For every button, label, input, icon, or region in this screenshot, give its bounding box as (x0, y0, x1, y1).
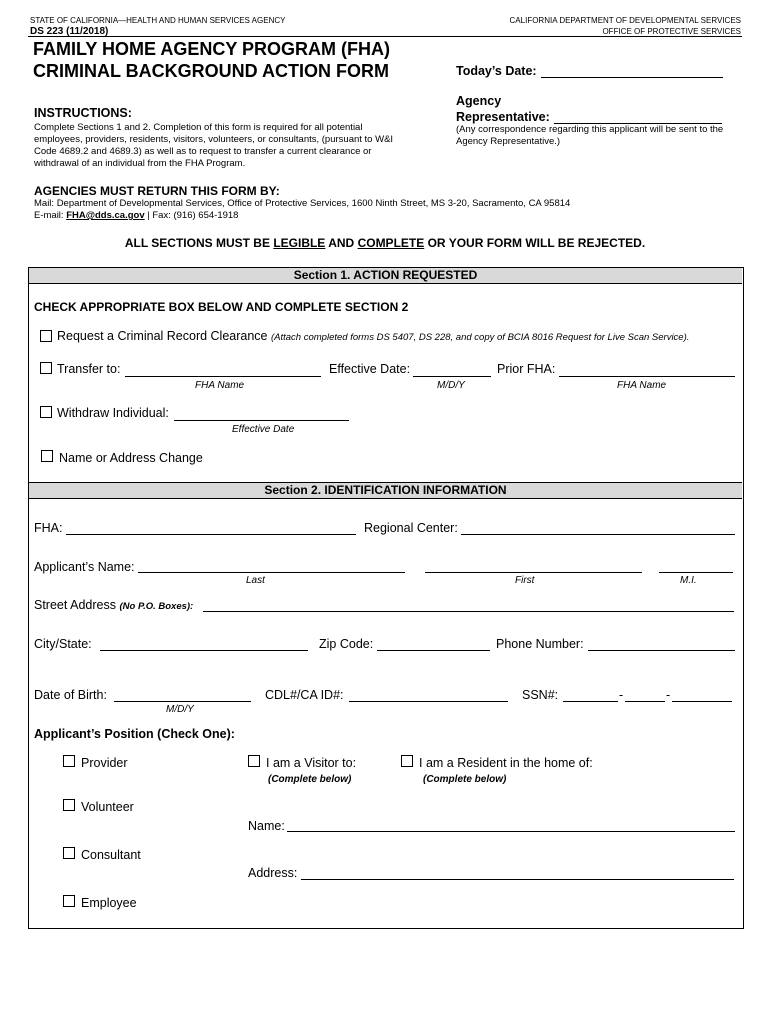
employee-label: Employee (81, 896, 137, 910)
provider-label: Provider (81, 756, 128, 770)
employee-checkbox[interactable] (63, 895, 75, 907)
first-caption: First (515, 575, 535, 586)
street-address-label: Street Address (34, 598, 116, 612)
regional-center-field[interactable] (461, 534, 735, 535)
request-clearance-label: Request a Criminal Record Clearance (57, 329, 268, 343)
transfer-checkbox[interactable] (40, 362, 52, 374)
effective-date-field[interactable] (413, 376, 491, 377)
city-state-label: City/State: (34, 637, 92, 651)
cdl-ca-id-field[interactable] (349, 701, 508, 702)
name-address-change-checkbox[interactable] (41, 450, 53, 462)
street-address-note: (No P.O. Boxes): (119, 601, 194, 612)
fha-field[interactable] (66, 534, 356, 535)
middle-initial-field[interactable] (659, 572, 733, 573)
return-heading: AGENCIES MUST RETURN THIS FORM BY: (34, 184, 280, 198)
phone-number-label: Phone Number: (496, 637, 584, 651)
ssn-separator-2: - (666, 688, 671, 702)
zip-code-field[interactable] (377, 650, 490, 651)
email-link[interactable]: FHA@dds.ca.gov (66, 210, 145, 221)
visitor-complete-below: (Complete below) (268, 774, 352, 785)
applicant-position-heading: Applicant’s Position (Check One): (34, 727, 235, 741)
form-title-line2: CRIMINAL BACKGROUND ACTION FORM (33, 61, 389, 81)
withdraw-checkbox[interactable] (40, 406, 52, 418)
agency-left-header: STATE OF CALIFORNIA—HEALTH AND HUMAN SERVICES AGENCY (30, 16, 286, 25)
visitor-checkbox[interactable] (248, 755, 260, 767)
section1-check-heading: CHECK APPROPRIATE BOX BELOW AND COMPLETE SECTION 2 (34, 300, 409, 314)
volunteer-checkbox[interactable] (63, 799, 75, 811)
last-caption: Last (246, 575, 265, 586)
fha-name-caption: FHA Name (195, 380, 245, 391)
provider-checkbox[interactable] (63, 755, 75, 767)
form-title-line1: FAMILY HOME AGENCY PROGRAM (FHA) (33, 39, 391, 59)
warning-complete: COMPLETE (357, 236, 425, 250)
date-of-birth-field[interactable] (114, 701, 251, 702)
host-address-label: Address: (248, 866, 298, 880)
withdraw-date-field[interactable] (174, 420, 349, 421)
ssn-separator-1: - (619, 688, 624, 702)
last-name-field[interactable] (138, 572, 405, 573)
mi-caption: M.I. (680, 575, 697, 586)
return-contact (34, 210, 238, 221)
prior-fha-name-caption: FHA Name (617, 380, 667, 391)
ssn-part2-field[interactable] (625, 701, 665, 702)
header-rule (28, 36, 742, 37)
todays-date-label: Today’s Date: (456, 64, 537, 78)
return-mail: Mail: Department of Developmental Services, Office of Protective Services, 1600 Ninth Street, MS 3-20, Sacramento, CA 95814 (34, 198, 571, 209)
withdraw-label: Withdraw Individual: (57, 406, 169, 420)
visitor-label: I am a Visitor to: (266, 756, 357, 770)
host-address-field[interactable] (301, 879, 734, 880)
resident-complete-below: (Complete below) (423, 774, 507, 785)
applicant-name-label: Applicant’s Name: (34, 560, 135, 574)
withdraw-effective-date-caption: Effective Date (232, 424, 295, 435)
rejection-warning (0, 236, 770, 250)
zip-code-label: Zip Code: (319, 637, 374, 651)
name-address-change-label: Name or Address Change (59, 451, 203, 465)
warning-and: AND (328, 236, 355, 250)
transfer-label: Transfer to: (57, 362, 121, 376)
host-name-label: Name: (248, 819, 285, 833)
consultant-checkbox[interactable] (63, 847, 75, 859)
prior-fha-label: Prior FHA: (497, 362, 556, 376)
representative-note: (Any correspondence regarding this applicant will be sent to the Agency Representative.) (456, 124, 724, 147)
section1-header: Section 1. ACTION REQUESTED (29, 267, 742, 284)
ssn-label: SSN#: (522, 688, 559, 702)
fax-text: | Fax: (916) 654-1918 (147, 210, 239, 221)
warning-part1: ALL SECTIONS MUST BE (124, 236, 270, 250)
ssn-part1-field[interactable] (563, 701, 618, 702)
prior-fha-field[interactable] (559, 376, 735, 377)
agency-label: Agency (456, 94, 502, 108)
resident-label: I am a Resident in the home of: (419, 756, 593, 770)
street-address-field[interactable] (203, 611, 734, 612)
instructions-heading: INSTRUCTIONS: (34, 106, 132, 120)
form-number: DS 223 (11/2018) (30, 26, 109, 37)
todays-date-field[interactable] (541, 77, 723, 78)
consultant-label: Consultant (81, 848, 141, 862)
city-state-field[interactable] (100, 650, 308, 651)
mdy-caption: M/D/Y (437, 380, 465, 391)
request-clearance-note: (Attach completed forms DS 5407, DS 228, and copy of BCIA 8016 Request for Live Scan Service). (271, 332, 690, 343)
warning-legible: LEGIBLE (273, 236, 326, 250)
agency-right-header-2: OFFICE OF PROTECTIVE SERVICES (602, 27, 741, 36)
cdl-ca-id-label: CDL#/CA ID#: (265, 688, 344, 702)
date-of-birth-label: Date of Birth: (34, 688, 107, 702)
instructions-body: Complete Sections 1 and 2. Completion of this form is required for all potential employees, providers, residents, visitors, volunteers, or consultants, (pursuant to W&I Code 4689.2 and 4689.3) as well as to request to transfer a current clearance or withdrawal of an individual from the FHA Program. (34, 122, 394, 169)
section2-header: Section 2. IDENTIFICATION INFORMATION (29, 482, 742, 499)
host-name-field[interactable] (287, 831, 735, 832)
request-clearance-row (57, 329, 689, 343)
warning-part2: OR YOUR FORM WILL BE REJECTED. (427, 236, 646, 250)
dob-mdy-caption: M/D/Y (166, 704, 194, 715)
transfer-fha-name-field[interactable] (125, 376, 321, 377)
phone-number-field[interactable] (588, 650, 735, 651)
agency-right-header-1: CALIFORNIA DEPARTMENT OF DEVELOPMENTAL SERVICES (509, 16, 741, 25)
regional-center-label: Regional Center: (364, 521, 458, 535)
volunteer-label: Volunteer (81, 800, 134, 814)
ssn-part3-field[interactable] (672, 701, 732, 702)
representative-label: Representative: (456, 110, 550, 124)
fha-label: FHA: (34, 521, 63, 535)
effective-date-label: Effective Date: (329, 362, 411, 376)
email-label: E-mail: (34, 210, 64, 221)
street-address-row (34, 598, 193, 612)
first-name-field[interactable] (425, 572, 642, 573)
request-clearance-checkbox[interactable] (40, 330, 52, 342)
resident-checkbox[interactable] (401, 755, 413, 767)
